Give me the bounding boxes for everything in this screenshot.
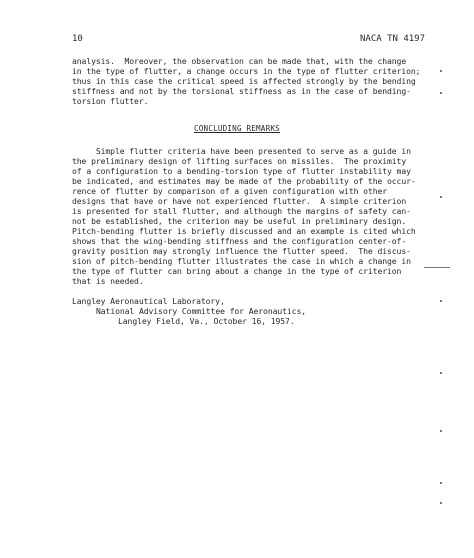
signature-line: Langley Field, Va., October 16, 1957. (118, 316, 295, 326)
page-number: 10 (72, 34, 83, 44)
scan-mark-dash (424, 267, 450, 268)
carryover-line: torsion flutter. (72, 96, 149, 106)
remarks-line: of a configuration to a bending-torsion type of flutter instability may (72, 166, 411, 176)
remarks-line: is presented for stall flutter, and although the margins of safety can- (72, 206, 411, 216)
carryover-line: in the type of flutter, a change occurs in the type of flutter criterion; (72, 66, 421, 76)
scan-speck (440, 502, 442, 504)
remarks-line: Pitch-bending flutter is briefly discussed and an example is cited which (72, 226, 416, 236)
signature-line: National Advisory Committee for Aeronautics, (96, 306, 307, 316)
scan-speck (440, 372, 442, 374)
section-title: CONCLUDING REMARKS (194, 124, 280, 133)
report-id: NACA TN 4197 (360, 34, 426, 44)
scan-speck (440, 92, 442, 94)
remarks-line: designs that have or have not experienced flutter. A simple criterion (72, 196, 407, 206)
remarks-line: rence of flutter by comparison of a given configuration with other (72, 186, 388, 196)
scan-speck (440, 430, 442, 432)
remarks-line: gravity position may strongly influence the flutter speed. The discus- (72, 246, 411, 256)
remarks-line: the type of flutter can bring about a change in the type of criterion (72, 266, 402, 276)
scan-speck (440, 300, 442, 302)
scan-speck (440, 70, 442, 72)
carryover-line: thus in this case the critical speed is affected strongly by the bending (72, 76, 416, 86)
scan-speck (440, 196, 442, 198)
signature-line: Langley Aeronautical Laboratory, (72, 296, 225, 306)
scan-speck (440, 482, 442, 484)
remarks-line: not be established, the criterion may be useful in preliminary design. (72, 216, 407, 226)
remarks-line: shows that the wing-bending stiffness and the configuration center-of- (72, 236, 407, 246)
remarks-line: be indicated, and estimates may be made of the probability of the occur- (72, 176, 416, 186)
carryover-line: stiffness and not by the torsional stiffness as in the case of bending- (72, 86, 411, 96)
remarks-line: Simple flutter criteria have been presented to serve as a guide in (72, 146, 411, 156)
carryover-line: analysis. Moreover, the observation can be made that, with the change (72, 56, 407, 66)
remarks-line: that is needed. (72, 276, 144, 286)
remarks-line: the preliminary design of lifting surfaces on missiles. The proximity (72, 156, 407, 166)
remarks-line: sion of pitch-bending flutter illustrates the case in which a change in (72, 256, 411, 266)
